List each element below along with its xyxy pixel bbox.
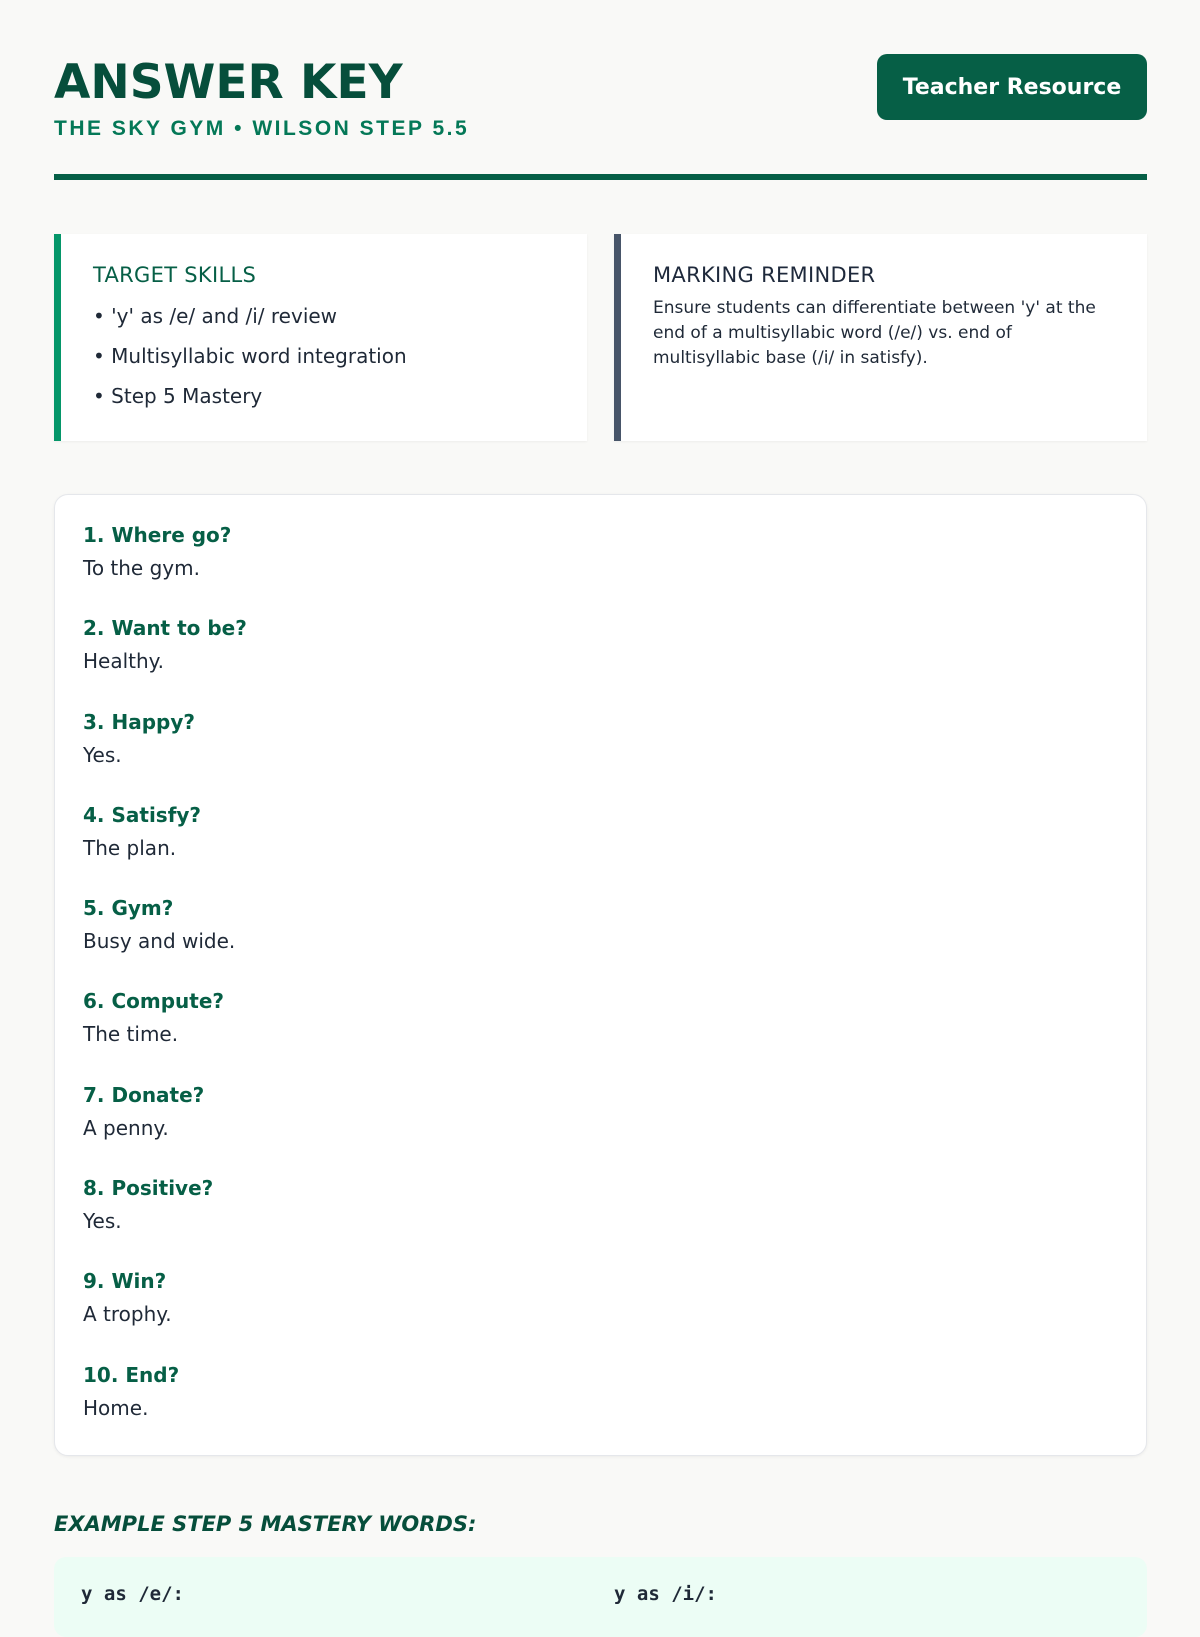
y-as-e-label: y as /e/: <box>81 1583 184 1605</box>
answer-text: A trophy. <box>83 1302 172 1327</box>
answer-item <box>83 803 1146 896</box>
skill-item: • 'y' as /e/ and /i/ review <box>93 304 338 328</box>
teacher-resource-badge: Teacher Resource <box>877 54 1147 120</box>
answer-text: Yes. <box>83 742 122 767</box>
skill-item: • Step 5 Mastery <box>93 384 263 408</box>
answer-text: Busy and wide. <box>83 929 236 954</box>
question-label: 7. Donate? <box>83 1082 205 1107</box>
question-label: 6. Compute? <box>83 989 225 1014</box>
answer-item <box>83 1083 1146 1176</box>
marking-reminder-text: Ensure students can differentiate between 'y' at the end of a multisyllabic word (/e/) vs. end of multisyllabic base (/i/ in satisfy). <box>653 298 1096 368</box>
question-label: 10. End? <box>83 1362 180 1387</box>
marking-reminder-box <box>614 234 1147 441</box>
page-title: ANSWER KEY <box>54 55 403 110</box>
answer-text: Healthy. <box>83 649 165 674</box>
question-label: 9. Win? <box>83 1269 167 1294</box>
header-divider <box>54 174 1147 180</box>
answer-item <box>83 989 1146 1082</box>
question-label: 2. Want to be? <box>83 616 247 641</box>
question-label: 5. Gym? <box>83 896 174 921</box>
answer-item <box>83 1363 1146 1456</box>
target-skills-heading: TARGET SKILLS <box>93 263 257 287</box>
answer-text: Home. <box>83 1395 149 1420</box>
answer-text: The time. <box>83 1022 179 1047</box>
target-skills-box <box>54 234 587 441</box>
page-subtitle: THE SKY GYM • WILSON STEP 5.5 <box>54 117 470 140</box>
info-row <box>54 234 1147 441</box>
y-as-i-label: y as /i/: <box>614 1583 717 1605</box>
question-label: 8. Positive? <box>83 1176 214 1201</box>
page-header <box>54 0 1147 178</box>
answer-item <box>83 616 1146 709</box>
answer-item <box>83 896 1146 989</box>
question-label: 1. Where go? <box>83 523 232 547</box>
question-label: 3. Happy? <box>83 709 195 734</box>
answer-key-page <box>54 0 1147 1605</box>
answer-item <box>83 710 1146 803</box>
answer-item <box>83 1176 1146 1269</box>
answer-item <box>83 523 1146 616</box>
skill-item: • Multisyllabic word integration <box>93 344 407 368</box>
marking-reminder-heading: MARKING REMINDER <box>653 263 876 287</box>
answer-text: To the gym. <box>83 556 200 580</box>
answer-text: A penny. <box>83 1115 169 1140</box>
example-words-heading: EXAMPLE STEP 5 MASTERY WORDS: <box>54 1512 477 1536</box>
example-words-box <box>54 1557 1147 1637</box>
question-label: 4. Satisfy? <box>83 802 202 827</box>
answers-card <box>54 494 1147 1456</box>
answer-text: Yes. <box>83 1209 122 1234</box>
answer-item <box>83 1269 1146 1362</box>
target-skills-list <box>93 296 587 416</box>
answer-text: The plan. <box>83 835 177 860</box>
